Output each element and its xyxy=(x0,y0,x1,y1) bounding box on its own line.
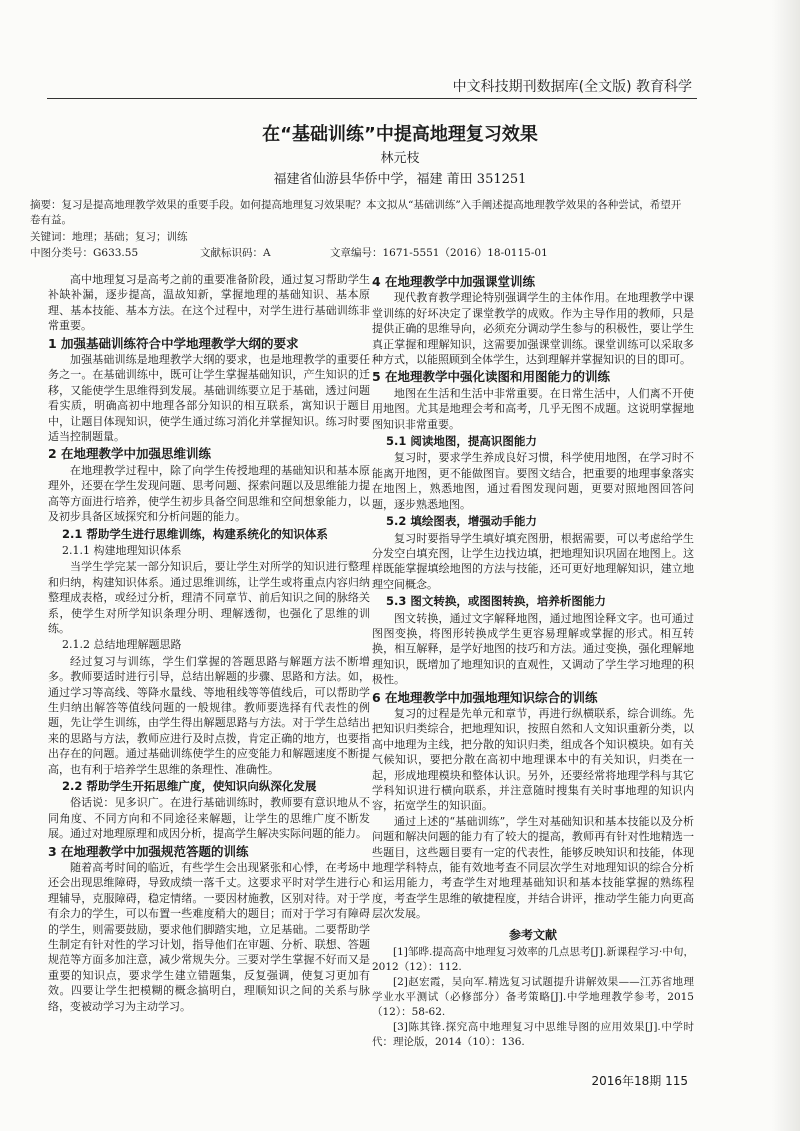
section-5-3-title: 5.3 图文转换，或图图转换，培养析图能力 xyxy=(386,594,606,609)
reference-item: [3]陈其锋.探究高中地理复习中思维导图的应用效果[J].中学时代：理论版，2014（10）：136. xyxy=(372,1021,694,1049)
section-6-paragraph-1: 复习的过程是先单元和章节，再进行纵横联系，综合训练。先把知识归类综合，把地理知识，按照自然和人文知识重新分类，以高中地理为主线，把分散的知识归类，组成各个知识模块。如有关气候知识，要把分散在高初中地理课本中的有关知识，归类在一起，形成地理模块和整体认识。另外，还要经常将地理学科与其它学科知识进行横向联系，并注意随时搜集有关时事地理的知识内容，拓宽学生的知识面。 xyxy=(372,706,694,813)
classification-number: 中图分类号：G633.55 xyxy=(30,247,139,259)
section-4-paragraph: 现代教育教学理论特别强调学生的主体作用。在地理教学中课堂训练的好坏决定了课堂教学的成败。作为主导作用的教师，只是提供正确的思维导向，必须充分调动学生参与的积极性，要让学生真正掌握和理解知识，这需要加强课堂训练。课堂训练可以采取多种方式，以能照顾到全体学生，达到理解并掌握知识的目的即可。 xyxy=(372,291,694,367)
section-1-paragraph: 加强基础训练是地理教学大纲的要求，也是地理教学的重要任务之一。在基础训练中，既可让学生掌握基础知识，产生知识的迁移，又能使学生思维得到发展。基础训练要立足于基础，透过问题看实质，明确高初中地理各部分知识的相互联系，寓知识于题目中，让题目体现知识，使学生通过练习消化并掌握知识。练习时要适当控制题量。 xyxy=(48,353,370,444)
section-5-2-title: 5.2 填绘图表，增强动手能力 xyxy=(386,514,537,529)
section-2-paragraph: 在地理教学过程中，除了向学生传授地理的基础知识和基本原理外，还要在学生发现问题、思考问题、探索问题以及思维能力提高等方面进行培养，使学生初步具备空间思维和空间想象能力，以及初步具备区域探究和分析问题的能力。 xyxy=(48,463,370,524)
section-5-paragraph: 地图在生活和生活中非常重要。在日常生活中，人们离不开使用地图。尤其是地理会考和高考，几乎无图不成题。这说明掌握地图知识非常重要。 xyxy=(372,386,694,431)
document-code: 文献标识码：A xyxy=(200,247,271,259)
intro-paragraph: 高中地理复习是高考之前的重要准备阶段，通过复习帮助学生补缺补漏，逐步提高，温故知新，掌握地理的基础知识、基本原理、基本技能、基本方法。在这个过程中，对学生进行基础训练非常重要。 xyxy=(48,273,370,333)
affiliation: 福建省仙游县华侨中学，福建 莆田 351251 xyxy=(273,172,527,187)
page-footer: 2016年18期 115 xyxy=(591,1074,688,1088)
section-2-1-title: 2.1 帮助学生进行思维训练，构建系统化的知识体系 xyxy=(62,526,328,541)
paper-title: 在“基础训练”中提高地理复习效果 xyxy=(262,124,538,145)
section-3-title: 3 在地理教学中加强规范答题的训练 xyxy=(48,843,249,859)
section-5-1-paragraph: 复习时，要求学生养成良好习惯，科学使用地图，在学习时不能离开地图，更不能做图盲。要图文结合，把重要的地理事象落实在地图上，熟悉地图，通过看图发现问题，更要对照地图回答问题，逐步熟悉地图。 xyxy=(372,451,694,511)
reference-item: [1]邹晔.提高高中地理复习效率的几点思考[J].新课程学习·中旬，2012（12）：112. xyxy=(372,946,694,974)
section-3-paragraph: 随着高考时间的临近，有些学生会出现紧张和心悸，在考场中还会出现思维障碍，导致成绩一落千丈。这要求平时对学生进行心理辅导，克服障碍，稳定情绪。一要因材施教，区别对待。对于学有余力的学生，可以布置一些难度稍大的题目；而对于学习有障碍的学生，则需要鼓励，要求他们脚踏实地，立足基础。二要帮助学生制定有针对性的学习计划，指导他们在审题、分析、联想、答题规范等方面多加注意，减少常规失分。三要对学生掌握不好而又是重要的知识点，要求学生建立错题集，反复强调，使复习更加有效。四要让学生把模糊的概念搞明白，理顺知识之间的关系与脉络，变被动学习为主动学习。 xyxy=(48,861,370,1013)
section-2-1-1-title: 2.1.1 构建地理知识体系 xyxy=(62,543,182,557)
section-6-paragraph-2: 通过上述的“基础训练”，学生对基础知识和基本技能以及分析问题和解决问题的能力有了较大的提高，教师再有针对性地精选一些题目，这些题目要有一定的代表性，能够反映知识和技能，体现地理学科特点，能有效地考查不同层次学生对地理知识的综合分析和运用能力，考查学生对地理基础知识和基本技能掌握的熟练程度，考查学生思维的敏捷程度，并结合讲评，推动学生能力向更高层次发展。 xyxy=(372,814,694,921)
section-6-title: 6 在地理教学中加强地理知识综合的训练 xyxy=(372,689,598,705)
section-5-1-title: 5.1 阅读地图，提高识图能力 xyxy=(386,434,537,449)
section-2-title: 2 在地理教学中加强思维训练 xyxy=(48,446,212,462)
section-2-2-title: 2.2 帮助学生开拓思维广度，使知识向纵深化发展 xyxy=(62,779,317,793)
section-2-2-paragraph: 俗话说：见多识广。在进行基础训练时，教师要有意识地从不同角度、不同方向和不同途径来解题，让学生的思维广度不断发展。通过对地理原理和成因分析，提高学生解决实际问题的能力。 xyxy=(48,796,370,841)
article-number: 文章编号：1671-5551（2016）18-0115-01 xyxy=(330,247,548,259)
section-2-1-2-paragraph: 经过复习与训练，学生们掌握的答题思路与解题方法不断增多。教师要适时进行引导，总结出解题的步骤、思路和方法。如，通过学习等高线、等降水量线、等地租线等等值线后，可以帮助学生归纳出解答等值线问题的一般规律。教师要选择有代表性的例题，先让学生训练，由学生得出解题思路与方法。对于学生总结出来的思路与方法，教师应进行及时点拨，肯定正确的地方，也要指出存在的问题。通过基础训练使学生的应变能力和解题速度不断提高，也有利于培养学生思维的条理性、准确性。 xyxy=(48,654,370,776)
keywords: 关键词：地理；基础；复习；训练 xyxy=(30,231,188,243)
reference-item: [2]赵宏霞，吴向军.精选复习试题提升讲解效果——江苏省地理学业水平测试（必修部分）备考策略[J].中学地理教学参考，2015（12）：58-62. xyxy=(372,976,694,1019)
journal-header: 中文科技期刊数据库(全文版) 教育科学 xyxy=(452,79,692,95)
references-title: 参考文献 xyxy=(508,927,557,942)
left-column xyxy=(48,272,370,1014)
section-5-2-paragraph: 复习时要指导学生填好填充图册，根据需要，可以考虑给学生分发空白填充图，让学生边找边填，把地理知识巩固在地图上。这样既能掌握填绘地图的方法与技能，还可更好地理解知识，建立地理空间概念。 xyxy=(372,531,694,591)
section-4-title: 4 在地理教学中加强课堂训练 xyxy=(372,274,536,289)
header-divider xyxy=(47,98,697,99)
section-5-3-paragraph: 图文转换，通过文字解释地图，通过地图诠释文字。也可通过图图变换，将图形转换成学生更容易理解或掌握的形式。相互转换，相互解释，是学好地图的技巧和方法。通过变换，强化理解地理知识，既增加了地理知识的直观性，又调动了学生学习地理的积极性。 xyxy=(372,611,694,687)
author: 林元枝 xyxy=(380,151,420,166)
section-5-title: 5 在地理教学中强化读图和用图能力的训练 xyxy=(372,369,611,385)
binding-shadow xyxy=(772,0,800,1131)
section-2-1-2-title: 2.1.2 总结地理解题思路 xyxy=(62,638,182,652)
section-1-title: 1 加强基础训练符合中学地理教学大纲的要求 xyxy=(48,335,299,351)
right-column xyxy=(372,272,694,1050)
abstract: 摘要：复习是提高地理教学效果的重要手段。如何提高地理复习效果呢？本文拟从“基础训练”入手阐述提高地理教学效果的各种尝试，希望开卷有益。 xyxy=(30,199,682,226)
section-2-1-1-paragraph: 当学生学完某一部分知识后，要让学生对所学的知识进行整理和归纳，构建知识体系。通过思维训练，让学生或将重点内容归纳整理成表格，或经过分析，理清不同章节、前后知识之间的脉络关系，使学生对所学知识条理分明、理解透彻，也强化了思维的训练。 xyxy=(48,560,370,635)
